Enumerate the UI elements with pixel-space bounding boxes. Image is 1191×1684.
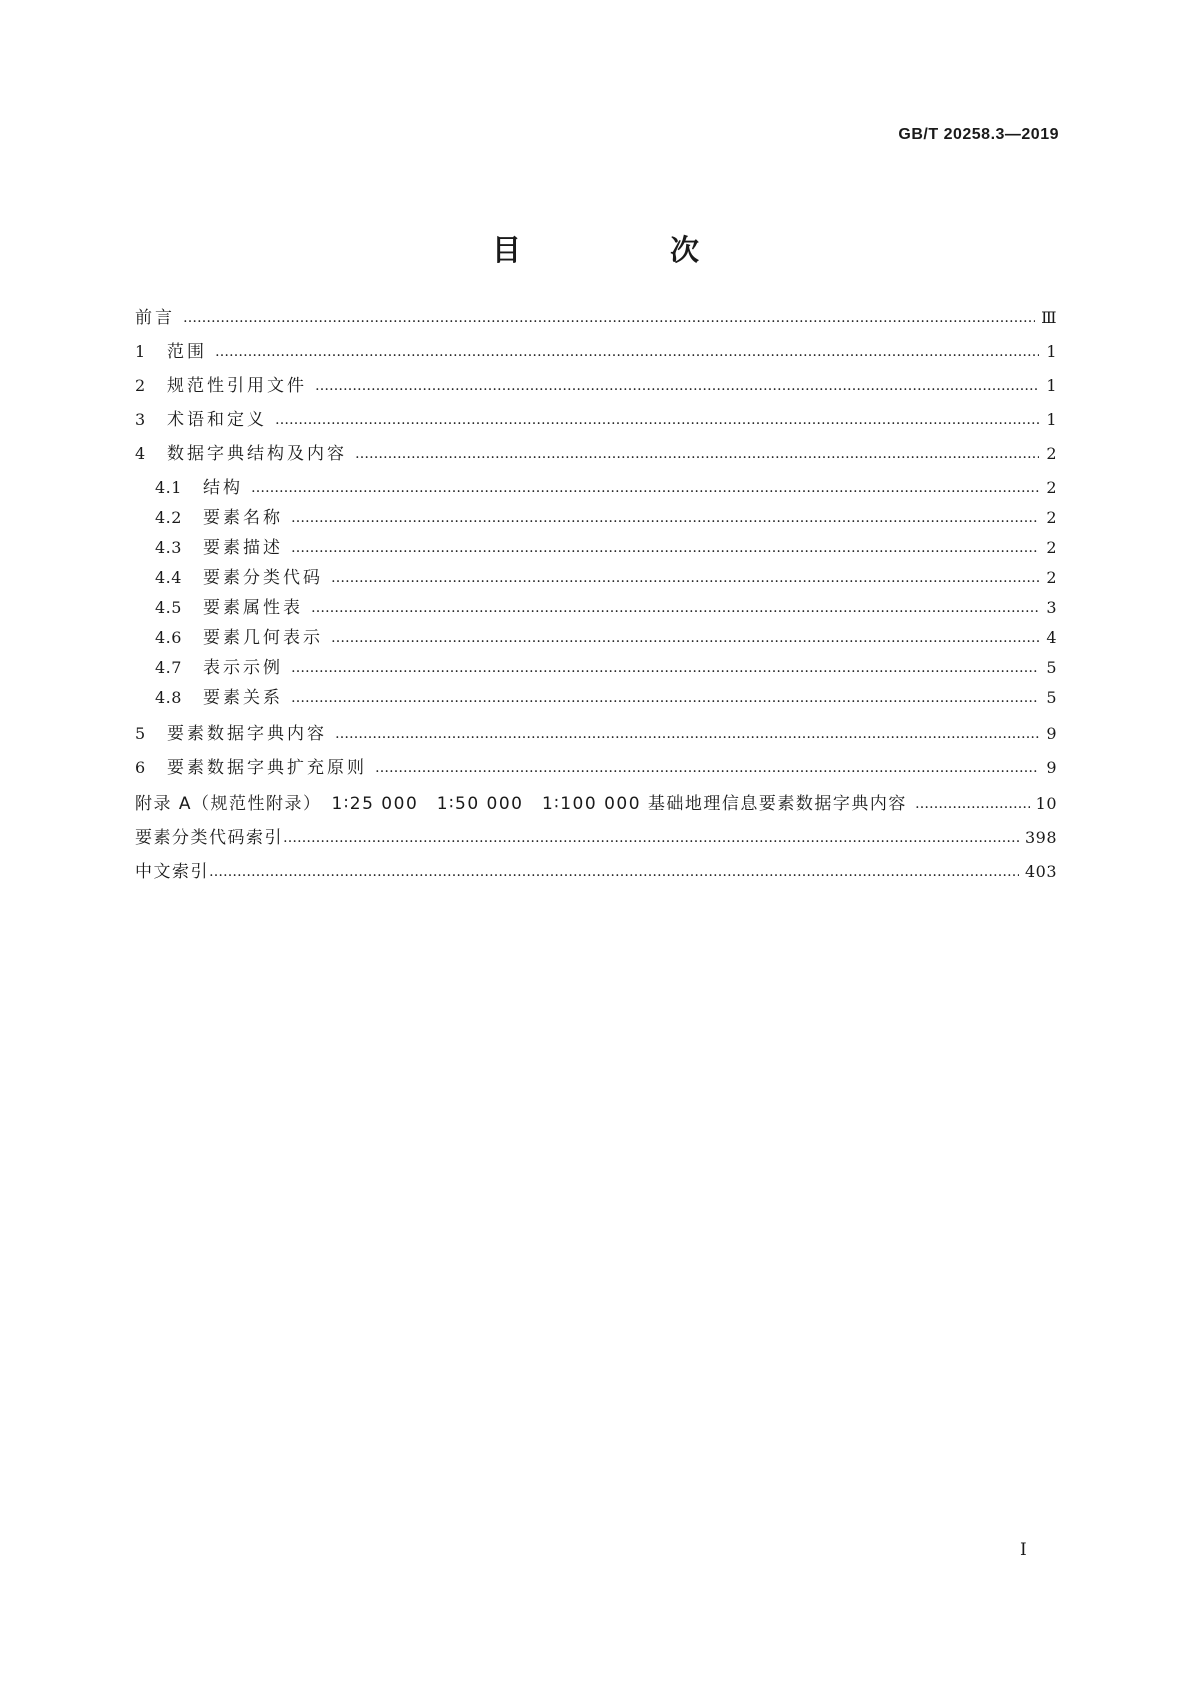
toc-entry-number: 1 (135, 342, 146, 361)
toc-leader-dots (335, 720, 1039, 748)
toc-entry-number: 4 (135, 444, 146, 463)
toc-entry-page: Ⅲ (1041, 308, 1057, 327)
toc-entry-page: 2 (1046, 538, 1057, 557)
toc-entry-label: 术语和定义 (167, 410, 267, 430)
toc-entry-page: 1 (1046, 376, 1057, 395)
toc-entry-foreword[interactable] (135, 304, 1057, 332)
toc-entry-appendix-a[interactable] (135, 790, 1057, 818)
toc-leader-dots (183, 304, 1035, 332)
toc-entry-label: 结构 (203, 478, 243, 498)
toc-entry-number: 5 (135, 724, 146, 743)
toc-entry-label: 要素分类代码 (203, 568, 323, 588)
toc-leader-dots (315, 372, 1039, 400)
toc-entry-5[interactable] (135, 720, 1057, 748)
toc-entry-4-3[interactable] (155, 534, 1057, 562)
page-title: 目 次 (491, 233, 759, 267)
toc-entry-label: 前言 (135, 308, 175, 328)
toc-entry-code-index[interactable] (135, 824, 1057, 852)
toc-entry-number: 2 (135, 376, 146, 395)
toc-entry-6[interactable] (135, 754, 1057, 782)
toc-entry-page: 2 (1046, 478, 1057, 497)
toc-entry-4-8[interactable] (155, 684, 1057, 712)
toc-entry-number: 4.5 (155, 598, 182, 617)
toc-entry-number: 4.7 (155, 658, 182, 677)
toc-entry-label: 要素数据字典扩充原则 (167, 758, 367, 778)
toc-entry-number: 4.4 (155, 568, 182, 587)
toc-entry-number: 4.3 (155, 538, 182, 557)
toc-entry-number: 4.1 (155, 478, 182, 497)
toc-entry-label: 要素关系 (203, 688, 283, 708)
toc-entry-label: 表示示例 (203, 658, 283, 678)
toc-entry-label: 数据字典结构及内容 (167, 444, 347, 464)
toc-entry-page: 403 (1024, 862, 1057, 881)
toc-entry-page: 2 (1046, 444, 1057, 463)
toc-entry-4-6[interactable] (155, 624, 1057, 652)
toc-leader-dots (291, 654, 1039, 682)
toc-entry-number: 6 (135, 758, 146, 777)
toc-entry-page: 5 (1046, 658, 1057, 677)
toc-entry-4-1[interactable] (155, 474, 1057, 502)
toc-entry-label: 要素数据字典内容 (167, 724, 327, 744)
toc-leader-dots (355, 440, 1039, 468)
toc-entry-chinese-index[interactable] (135, 858, 1057, 886)
toc-entry-page: 2 (1046, 508, 1057, 527)
toc-entry-page: 1 (1046, 342, 1057, 361)
toc-leader-dots (251, 474, 1039, 502)
toc-entry-number: 4.8 (155, 688, 182, 707)
toc-leader-dots (215, 338, 1039, 366)
toc-entry-number: 4.2 (155, 508, 182, 527)
toc-entry-label: 附录 A（规范性附录） 1∶25 000 1∶50 000 1∶100 000 基础地理信息要素数据字典内容 (135, 794, 907, 814)
toc-leader-dots (275, 406, 1039, 434)
toc-leader-dots (291, 684, 1039, 712)
toc-entry-4-7[interactable] (155, 654, 1057, 682)
toc-entry-page: 5 (1046, 688, 1057, 707)
toc-entry-number: 4.6 (155, 628, 182, 647)
toc-leader-dots (375, 754, 1039, 782)
toc-entry-page: 4 (1046, 628, 1057, 647)
toc-entry-1[interactable] (135, 338, 1057, 366)
toc-entry-label: 要素分类代码索引 (135, 828, 283, 848)
toc-leader-dots (291, 534, 1039, 562)
toc-entry-4-4[interactable] (155, 564, 1057, 592)
toc-entry-4[interactable] (135, 440, 1057, 468)
toc-entry-label: 要素描述 (203, 538, 283, 558)
toc-entry-page: 10 (1035, 794, 1057, 813)
toc-leader-dots (331, 624, 1039, 652)
toc-entry-page: 398 (1024, 828, 1057, 847)
toc-entry-page: 2 (1046, 568, 1057, 587)
toc-entry-page: 1 (1046, 410, 1057, 429)
toc-entry-page: 9 (1046, 758, 1057, 777)
toc-leader-dots (311, 594, 1039, 622)
toc-entry-4-5[interactable] (155, 594, 1057, 622)
toc-entry-label: 规范性引用文件 (167, 376, 307, 396)
standard-code: GB/T 20258.3—2019 (898, 126, 1059, 143)
toc-entry-page: 3 (1046, 598, 1057, 617)
toc-leader-dots (209, 858, 1019, 886)
toc-entry-label: 要素属性表 (203, 598, 303, 618)
toc-leader-dots (283, 824, 1019, 852)
toc-entry-4-2[interactable] (155, 504, 1057, 532)
toc-entry-label: 要素几何表示 (203, 628, 323, 648)
toc-entry-2[interactable] (135, 372, 1057, 400)
toc-entry-label: 范围 (167, 342, 207, 362)
toc-leader-dots (915, 790, 1030, 818)
toc-entry-label: 中文索引 (135, 862, 209, 882)
toc-entry-3[interactable] (135, 406, 1057, 434)
toc-entry-label: 要素名称 (203, 508, 283, 528)
toc-entry-page: 9 (1046, 724, 1057, 743)
page-number: Ⅰ (1020, 1540, 1027, 1560)
toc-leader-dots (291, 504, 1039, 532)
toc-leader-dots (331, 564, 1039, 592)
toc-entry-number: 3 (135, 410, 146, 429)
